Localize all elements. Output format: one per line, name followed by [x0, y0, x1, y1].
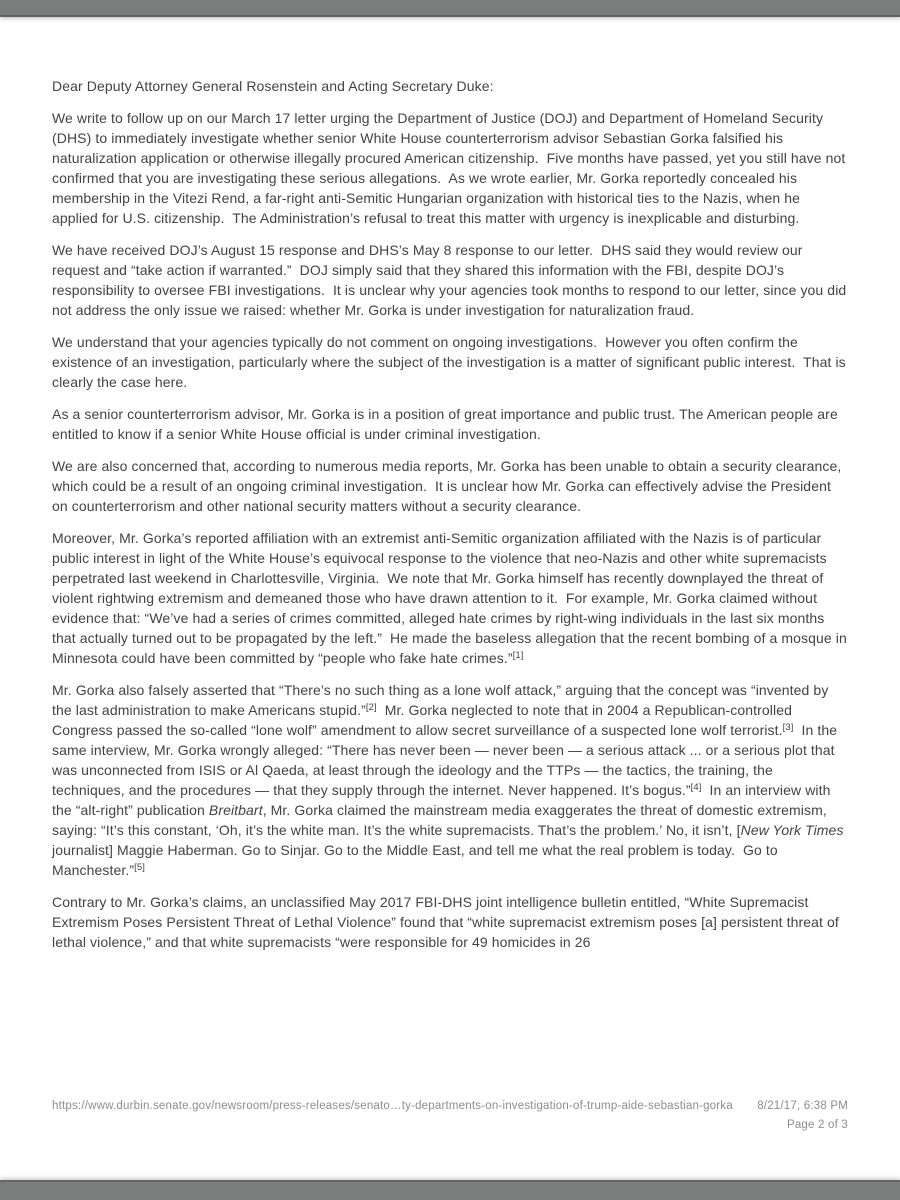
paragraph [52, 456, 848, 516]
source-url: https://www.durbin.senate.gov/newsroom/press-releases/senato…ty-departments-on-investigation-of-trump-aide-sebastian-gorka [52, 1100, 733, 1112]
paragraph [52, 332, 848, 392]
print-chrome-bottom-bar [0, 1180, 900, 1200]
salutation: Dear Deputy Attorney General Rosenstein and Acting Secretary Duke: [52, 78, 494, 94]
text-run: We have received DOJ’s August 15 response and DHS’s May 8 response to our letter. DHS said they would review our request and “take action if warranted.” DOJ simply said that they shared this information with the FBI, despite DOJ’s responsibility to oversee FBI investigations. It is unclear why your agencies took months to respond to our letter, since you did not address the only issue we raised: whether Mr. Gorka is under investigation for naturalization fraud. [52, 242, 851, 318]
text-run: We are also concerned that, according to numerous media reports, Mr. Gorka has been unable to obtain a security clearance, which could be a result of an ongoing criminal investigation. It is unclear how Mr. Gorka can effectively advise the President on counterterrorism and other national security matters without a security clearance. [52, 458, 846, 514]
page-number: Page 2 of 3 [786, 1119, 848, 1131]
paragraph [52, 240, 851, 320]
paragraph [52, 680, 848, 880]
text-run: As a senior counterterrorism advisor, Mr. Gorka is in a position of great importance and public trust. The American people are entitled to know if a senior White House official is under criminal investigation. [52, 406, 842, 442]
page-footer [52, 1097, 848, 1135]
text-run: Mr. Gorka neglected to note that in 2004 a Republican-controlled Congress passed the so-called “lone wolf” amendment to allow secret surveillance of a suspected lone wolf terrorist. [52, 702, 796, 738]
footnote-marker: [4] [690, 782, 702, 793]
text-run: Mr. Gorka also falsely asserted that “There’s no such thing as a lone wolf attack,” arguing that the concept was “invented by the last administration to make Americans stupid.” [52, 682, 833, 718]
text-run: Moreover, Mr. Gorka’s reported affiliation with an extremist anti-Semitic organization affiliated with the Nazis is of particular public interest in light of the White House’s equivocal response to the violence that neo-Nazis and other white supremacists perpetrated last weekend in Charlottesville, Virginia. We note that Mr. Gorka himself has recently downplayed the threat of violent rightwing extremism and demeaned those who have drawn attention to it. For example, Mr. Gorka claimed without evidence that: “We’ve had a series of crimes committed, alleged hate crimes by right-wing individuals in the last six months that actually turned out to be propagated by the left.” He made the baseless allegation that the recent bombing of a mosque in Minnesota could have been committed by “people who fake hate crimes.” [52, 530, 851, 666]
text-run: We understand that your agencies typically do not comment on ongoing investigations. However you often confirm the existence of an investigation, particularly where the subject of the investigation is a matter of significant public interest. That is clearly the case here. [52, 334, 850, 390]
text-run: Contrary to Mr. Gorka’s claims, an unclassified May 2017 FBI-DHS joint intelligence bulletin entitled, “White Supremacist Extremism Poses Persistent Threat of Lethal Violence” found that “white supremacist extremism poses [a] persistent threat of lethal violence,” and that white supremacists “were responsible for 49 homicides in 26 [52, 894, 843, 950]
paragraph [52, 892, 848, 952]
letter-body [0, 17, 900, 952]
footnote-marker: [5] [134, 862, 145, 873]
footer-meta [737, 1097, 848, 1135]
paragraph [52, 404, 848, 444]
footnote-marker: [3] [782, 722, 794, 733]
text-run: In an interview with the “alt-right” publication [52, 782, 835, 818]
text-run: In the same interview, Mr. Gorka wrongly alleged: “There has never been — never been — a serious attack ... or a serious plot that was unconnected from ISIS or Al Qaeda, at least through the ideology and the TTPs — the tactics, the training, the techniques, and the procedures — that they supply through the internet. Never happened. It’s bogus.” [52, 722, 842, 798]
publication-name: New York Times [740, 822, 844, 838]
text-run: We write to follow up on our March 17 letter urging the Department of Justice (DOJ) and Department of Homeland Security (DHS) to immediately investigate whether senior White House counterterrorism advisor Sebastian Gorka falsified his naturalization application or otherwise illegally procured American citizenship. Five months have passed, yet you still have not confirmed that you are investigating these serious allegations. As we wrote earlier, Mr. Gorka reportedly concealed his membership in the Vitezi Rend, a far-right anti-Semitic Hungarian organization with historical ties to the Nazis, when he applied for U.S. citizenship. The Administration’s refusal to treat this matter with urgency is inexplicable and disturbing. [52, 110, 850, 226]
document-page [0, 17, 900, 1180]
footnote-marker: [1] [512, 650, 524, 661]
print-chrome-top-bar [0, 0, 900, 17]
paragraph [52, 528, 851, 668]
footnote-marker: [2] [365, 702, 377, 713]
text-run: , Mr. Gorka claimed the mainstream media exaggerates the threat of domestic extremism, saying: “It’s this constant, ‘Oh, it’s the white man. It’s the white supremacists. That’s the problem.’ No, it isn’t, [ [52, 802, 831, 838]
paragraph [52, 108, 848, 228]
text-run: journalist] Maggie Haberman. Go to Sinjar. Go to the Middle East, and tell me what the real problem is today. Go to Manchester.” [52, 822, 848, 878]
publication-name: Breitbart [208, 802, 263, 818]
print-timestamp: 8/21/17, 6:38 PM [757, 1100, 848, 1112]
